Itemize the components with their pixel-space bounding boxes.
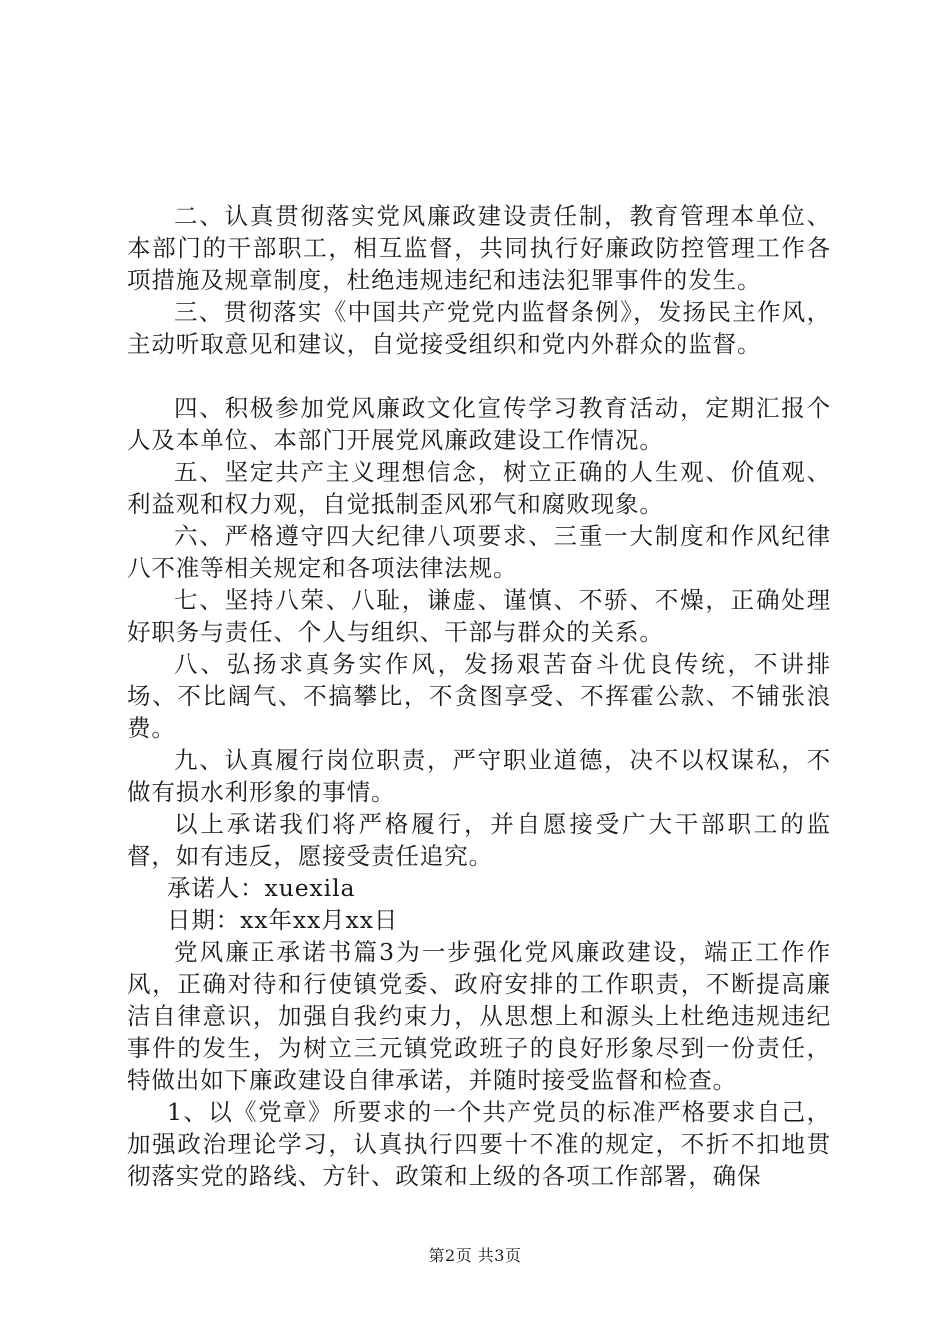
signatory-line: 承诺人：xuexila (166, 874, 356, 902)
paragraph-6: 六、严格遵守四大纪律八项要求、三重一大制度和作风纪律八不准等相关规定和各项法律法规。 (127, 522, 831, 582)
paragraph-4: 四、积极参加党风廉政文化宣传学习教育活动，定期汇报个人及本单位、本部门开展党风廉政建设工作情况。 (127, 394, 831, 454)
item-1: 1、以《党章》所要求的一个共产党员的标准严格要求自己，加强政治理论学习，认真执行四要十不准的规定，不折不扣地贯彻落实党的路线、方针、政策和上级的各项工作部署，确保 (127, 1098, 831, 1190)
document-body (127, 200, 831, 1192)
commitment-closing: 以上承诺我们将严格履行，并自愿接受广大干部职工的监督，如有违反，愿接受责任追究。 (127, 810, 831, 870)
paragraph-3: 三、贯彻落实《中国共产党党内监督条例》，发扬民主作风，主动听取意见和建议，自觉接受组织和党内外群众的监督。 (127, 298, 831, 358)
paragraph-9: 九、认真履行岗位职责，严守职业道德，决不以权谋私，不做有损水利形象的事情。 (127, 746, 831, 806)
section-3-intro: 党风廉正承诺书篇3为一步强化党风廉政建设，端正工作作风，正确对待和行使镇党委、政府安排的工作职责，不断提高廉洁自律意识，加强自我约束力，从思想上和源头上杜绝违规违纪事件的发生，为树立三元镇党政班子的良好形象尽到一份责任，特做出如下廉政建设自律承诺，并随时接受监督和检查。 (127, 938, 831, 1094)
paragraph-5: 五、坚定共产主义理想信念，树立正确的人生观、价值观、利益观和权力观，自觉抵制歪风邪气和腐败现象。 (127, 458, 831, 518)
page-number-footer: 第2页 共3页 (428, 1246, 522, 1265)
paragraph-8: 八、弘扬求真务实作风，发扬艰苦奋斗优良传统，不讲排场、不比阔气、不搞攀比，不贪图享受、不挥霍公款、不铺张浪费。 (127, 650, 831, 742)
paragraph-2: 二、认真贯彻落实党风廉政建设责任制，教育管理本单位、本部门的干部职工，相互监督，共同执行好廉政防控管理工作各项措施及规章制度，杜绝违规违纪和违法犯罪事件的发生。 (127, 202, 831, 294)
paragraph-7: 七、坚持八荣、八耻，谦虚、谨慎、不骄、不燥，正确处理好职务与责任、个人与组织、干部与群众的关系。 (127, 586, 831, 646)
date-line: 日期：xx年xx月xx日 (166, 906, 399, 934)
